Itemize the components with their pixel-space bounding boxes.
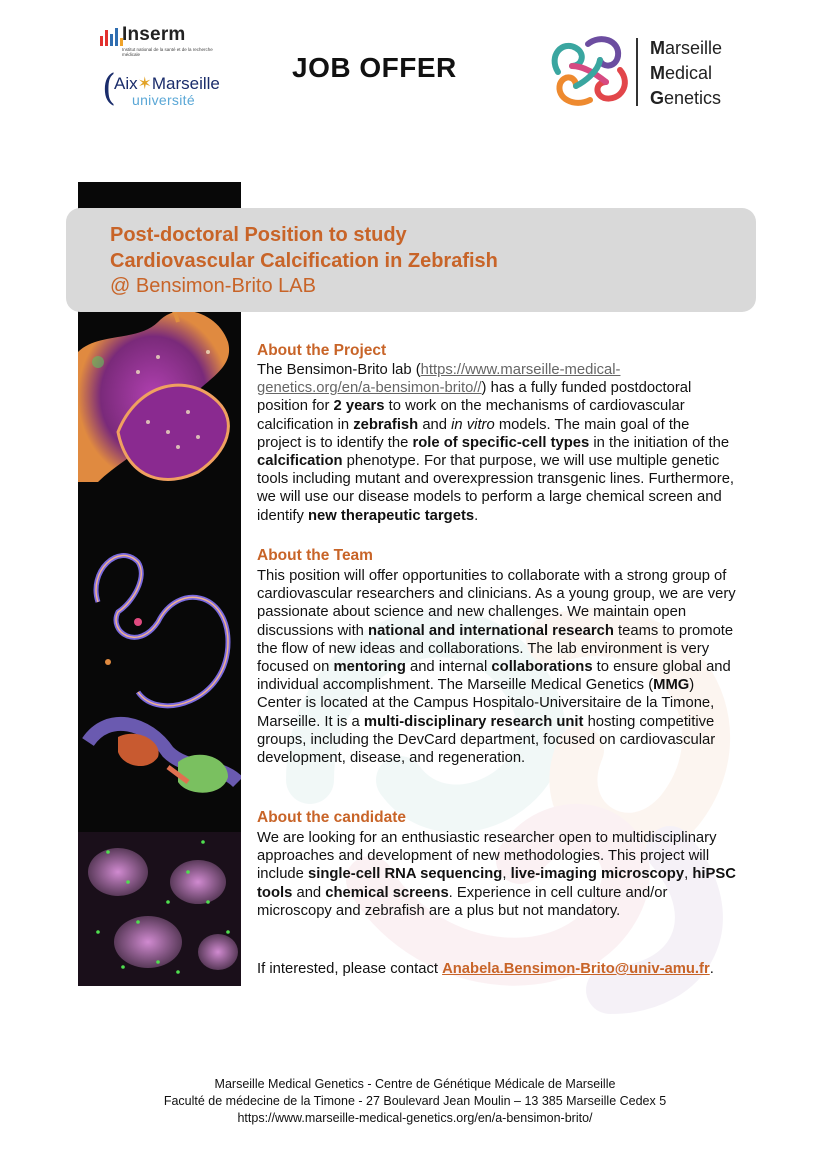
job-offer-title: JOB OFFER [292,52,457,83]
inserm-logo [100,24,240,64]
contact-line: If interested, please contact Anabela.Bensimon-Brito@univ-amu.fr. [257,961,714,977]
about-team-heading: About the Team [257,547,373,564]
title-line-3: @ Bensimon-Brito LAB [110,275,316,297]
inserm-bars-icon [100,28,123,46]
amu-line1: Aix✶Marseille [114,74,220,93]
footer-line-2: Faculté de médecine de la Timone - 27 Boulevard Jean Moulin – 13 385 Marseille Cedex 5 [163,1094,667,1108]
inserm-name: Inserm [122,24,186,45]
title-line-2: Cardiovascular Calcification in Zebrafish [110,250,498,272]
microscopy-image-1 [78,285,229,482]
microscopy-image-4 [78,832,241,986]
amu-line2: université [132,92,195,108]
amu-bracket-icon: ( [102,68,117,109]
inserm-subtitle: Institut national de la santé et de la recherche médicale [122,47,213,57]
title-line-1: Post-doctoral Position to study [110,224,407,246]
microscopy-image-2 [96,556,228,706]
about-team-text: This position will offer opportunities to collaborate with a strong group of cardiovascular researchers and clinicians. As a young group, we are very passionate about science and new challenges. We maintain open discussions with national and international research teams to promote the flow of new ideas and collaborations. The lab environment is very focused on mentoring and internal collaborations to ensure global and individual accomplishment. The Marseille Medical Genetics (MMG) Center is located at the Campus Hospitalo-Universitaire de la Timone, Marseille. It is a multi-disciplinary research unit hosting competitive groups, including the DevCard department, focused on cardiovascular development, disease, and regeneration. [257,568,736,767]
about-project-heading: About the Project [257,342,387,359]
mmg-divider [636,38,638,106]
lab-website-link[interactable]: https://www.marseille-medical-genetics.org/en/a-bensimon-brito// [257,362,621,397]
about-candidate-heading: About the candidate [257,809,406,826]
contact-email-link[interactable]: Anabela.Bensimon-Brito@univ-amu.fr [442,961,710,977]
microscopy-image-3 [88,724,238,793]
mmg-knot-icon [544,32,632,108]
about-candidate-text: We are looking for an enthusiastic researcher open to multidisciplinary approaches and development of new methodologies. This project will include single-cell RNA sequencing, live-imaging microscopy, hiPSC tools and chemical screens. Experience in cell culture and/or microscopy and zebrafish are a plus but not mandatory. [257,830,736,919]
mmg-wordmark: Marseille Medical Genetics [650,38,723,108]
footer-line-1: Marseille Medical Genetics - Centre de Génétique Médicale de Marseille [214,1077,616,1091]
about-project-text: The Bensimon-Brito lab (https://www.marseille-medical-genetics.org/en/a-bensimon-brito//) has a fully funded postdoctoral position for 2 years to work on the mechanisms of cardiovascular calcification in zebrafish and in vitro models. The main goal of the project is to identify the role of specific-cell types in the initiation of the calcification phenotype. For that purpose, we will use multiple genetic tools including mutant and overexpression transgenic lines. Furthermore, we will use our disease models to perform a large chemical screen and identify new therapeutic targets. [257,362,735,524]
footer-website-link[interactable]: https://www.marseille-medical-genetics.org/en/a-bensimon-brito/ [237,1111,593,1125]
amu-logo [102,68,232,112]
